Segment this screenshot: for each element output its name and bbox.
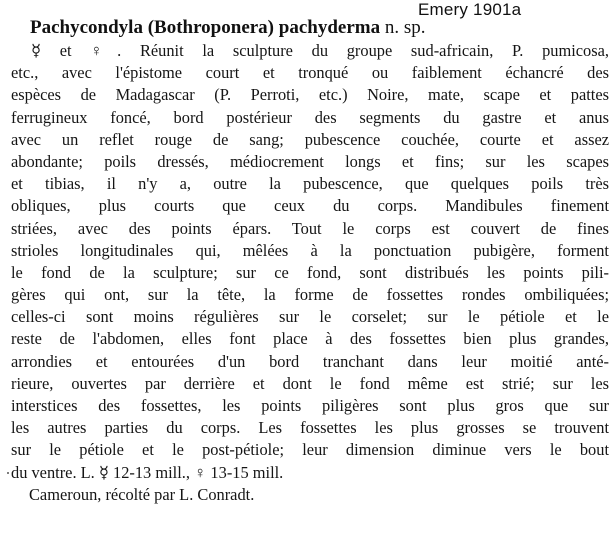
text-line: striées, avec des points épars. Tout le corps est couvert de fines	[11, 218, 609, 238]
text-line: celles-ci sont moins régulières sur le corselet; sur le pétiole et le	[11, 307, 609, 327]
print-speck	[7, 472, 9, 474]
text-line: reste de l'abdomen, elles font place à des fossettes bien plus grandes,	[11, 329, 609, 349]
text-line: obliques, plus courts que ceux du corps. Mandibules finement	[11, 196, 609, 216]
text-line: interstices des fossettes, les points piligères sont plus gros que sur	[11, 396, 609, 415]
text-line: arrondies et entourées d'un bord tranchant dans leur moitié anté-	[11, 351, 609, 371]
text-line: espèces de Madagascar (P. Perroti, etc.) Noire, mate, scape et pattes	[11, 85, 609, 105]
text-line: les autres parties du corps. Les fossettes les plus grosses se trouvent	[11, 418, 609, 438]
text-line: ferrugineux foncé, bord postérieur des segments du gastre et anus	[11, 107, 609, 127]
text-line: sur le pétiole et le post-pétiole; leur dimension diminue vers le bout	[11, 440, 609, 460]
description-text	[11, 40, 609, 506]
citation-annotation: Emery 1901a	[418, 0, 522, 19]
species-name: Pachycondyla (Bothroponera) pachyderma	[30, 17, 381, 38]
species-heading	[30, 17, 426, 39]
text-line: strioles longitudinales qui, mêlées à la ponctuation pubigère, forment	[11, 240, 609, 260]
species-rank: n. sp.	[384, 17, 426, 38]
locality-line: Cameroun, récolté par L. Conradt.	[29, 484, 255, 504]
text-line: du ventre. L. ☿ 12-13 mill., ♀ 13-15 mill.	[11, 462, 284, 482]
text-line: abondante; poils dressés, médiocrement longs et fins; sur les scapes	[11, 151, 609, 171]
text-line: avec un reflet rouge de sang; pubescence couchée, courte et assez	[11, 129, 609, 149]
text-line: rieure, ouvertes par derrière et dont le fond même est strié; sur les	[11, 373, 609, 393]
text-line: ☿ et ♀. Réunit la sculpture du groupe sud-africain, P. pumicosa,	[31, 41, 609, 60]
text-line: etc., avec l'épistome court et tronqué ou faiblement échancré des	[11, 63, 609, 83]
text-line: gères qui ont, sur la tête, la forme de fossettes rondes ombiliquées;	[11, 285, 609, 305]
text-line: le fond de la sculpture; sur ce fond, sont distribués les points pili-	[11, 262, 609, 282]
text-line: et tibias, il n'y a, outre la pubescence, que quelques poils très	[11, 174, 609, 194]
